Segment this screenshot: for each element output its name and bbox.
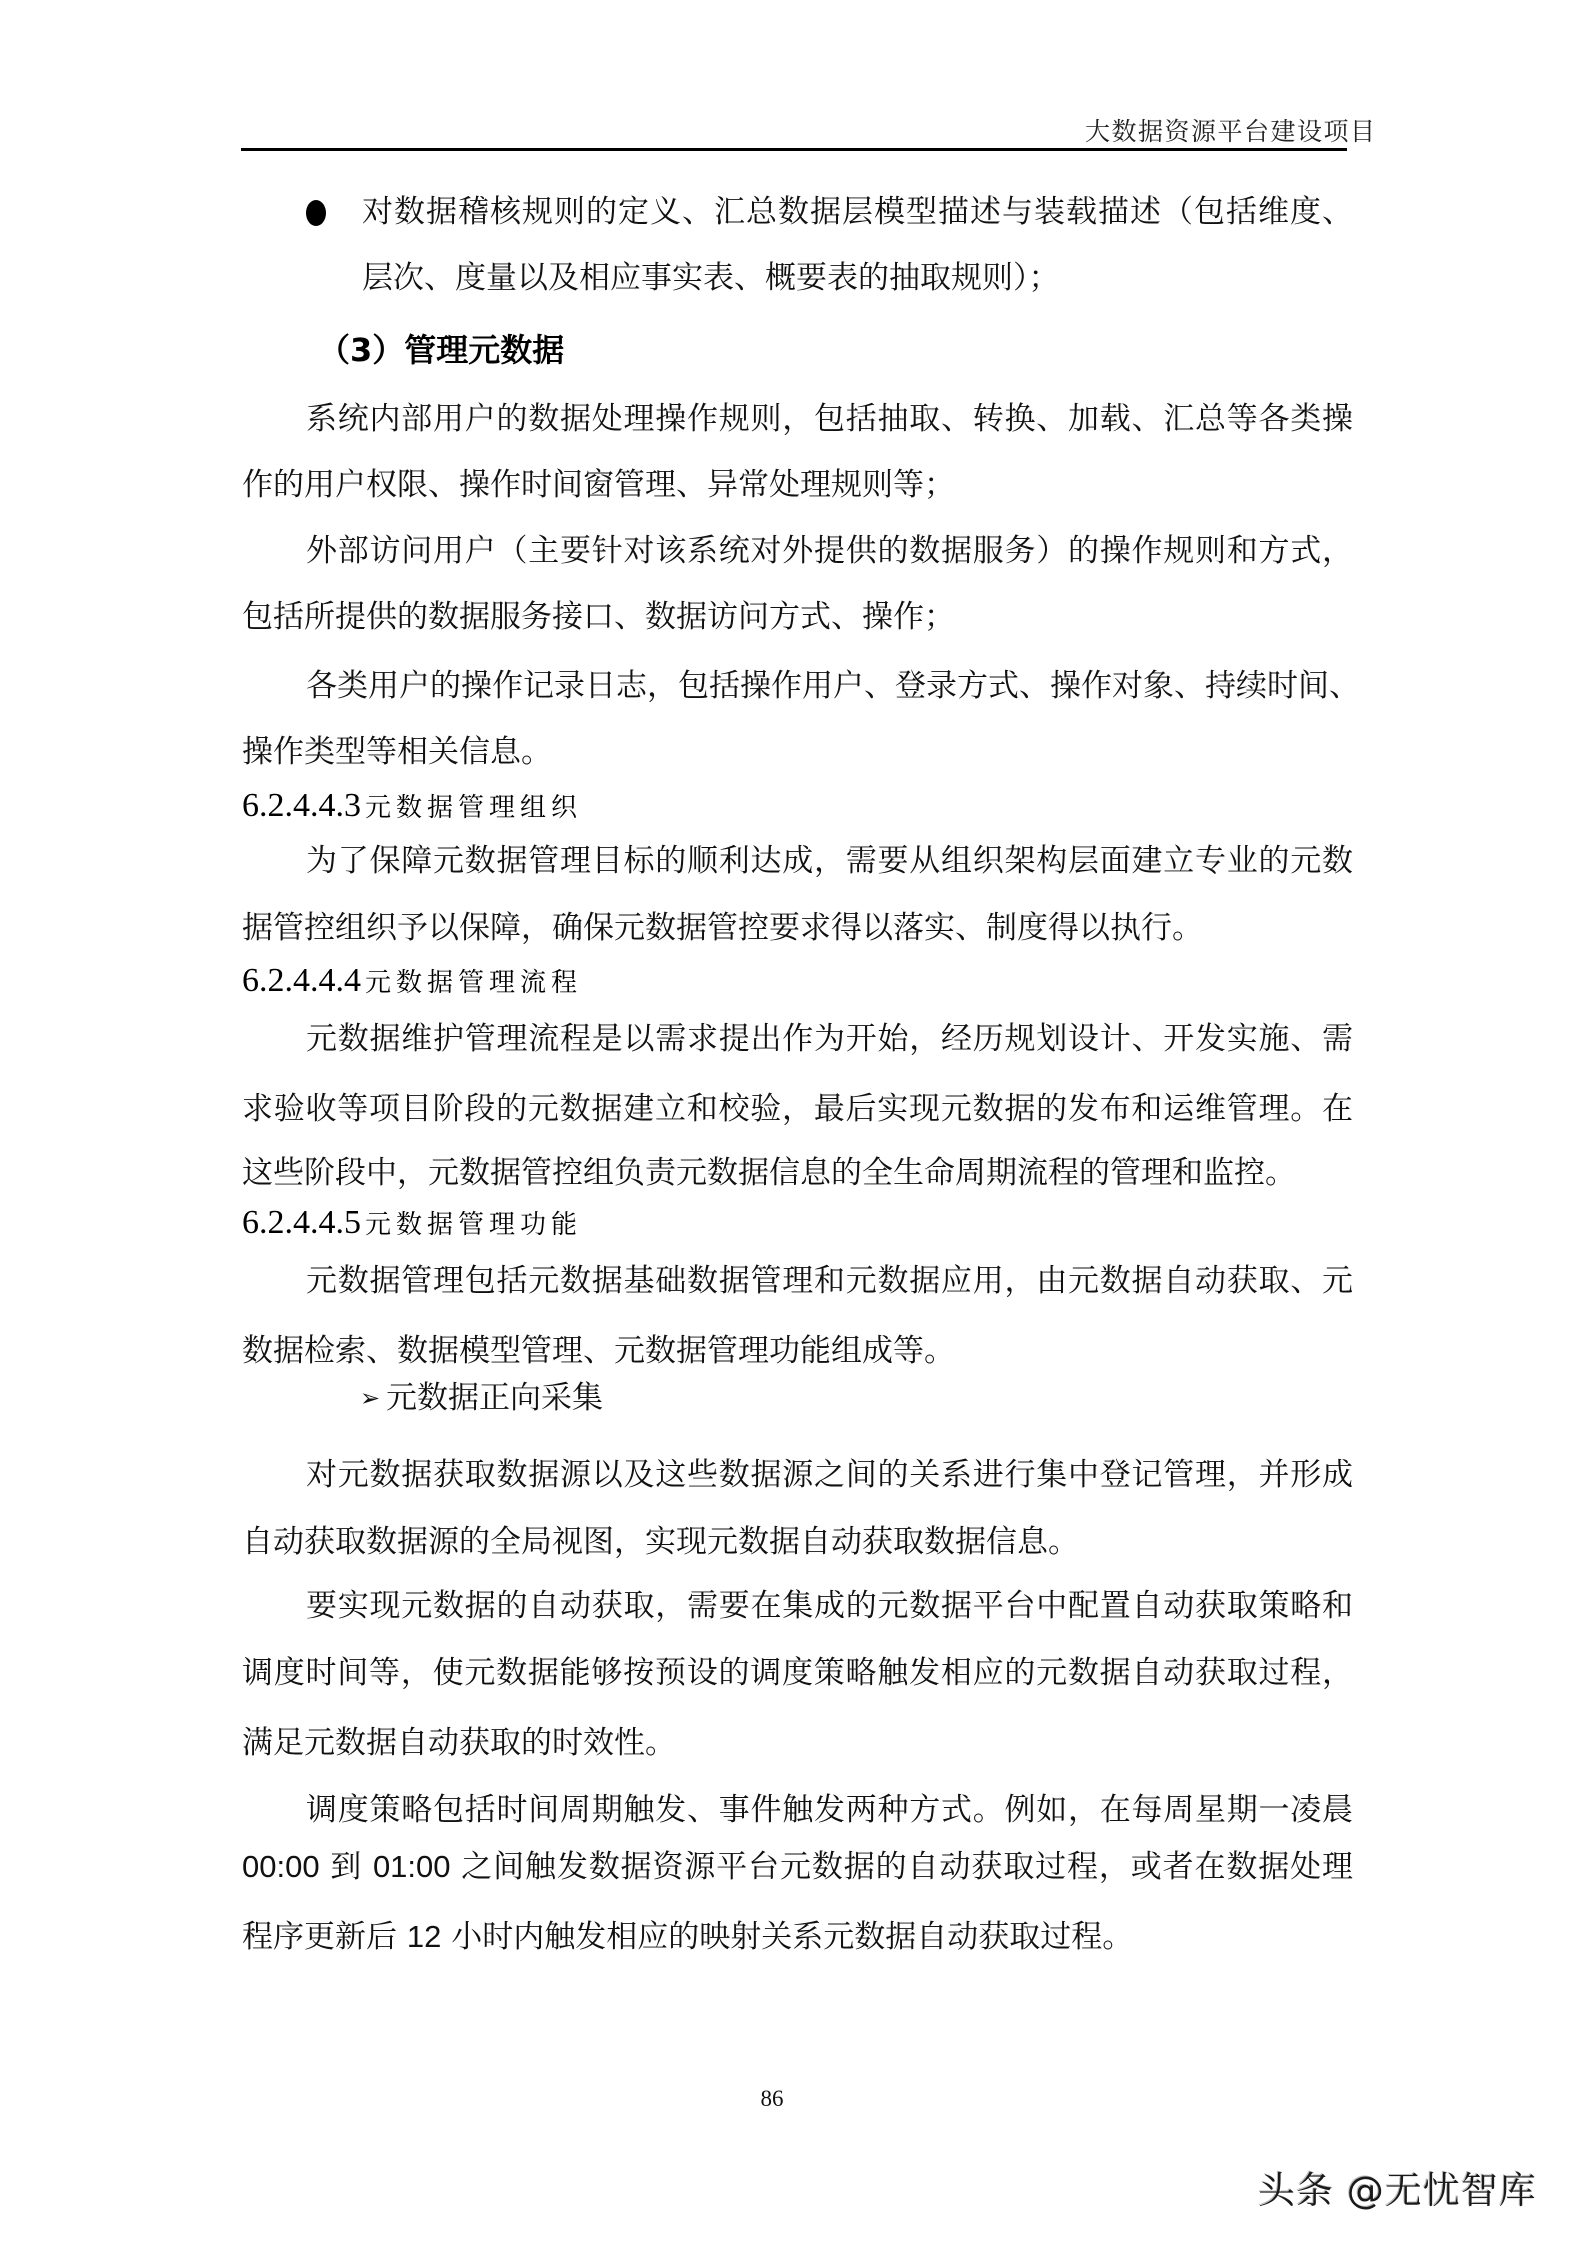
- paragraph-line: 满足元数据自动获取的时效性。: [242, 1725, 676, 1761]
- paragraph-line-with-times: [242, 1845, 1353, 1889]
- running-header-title: 大数据资源平台建设项目: [1085, 117, 1377, 146]
- section-title: 元数据管理流程: [365, 968, 583, 998]
- paragraph-line: 对元数据获取数据源以及这些数据源之间的关系进行集中登记管理，并形成: [306, 1457, 1353, 1493]
- paragraph-line: 调度时间等，使元数据能够按预设的调度策略触发相应的元数据自动获取过程，: [242, 1655, 1353, 1691]
- paragraph-line: 元数据管理包括元数据基础数据管理和元数据应用，由元数据自动获取、元: [306, 1263, 1353, 1299]
- text-fragment: 小时内触发相应的映射关系元数据自动获取过程。: [441, 1919, 1134, 1955]
- paragraph-line: 自动获取数据源的全局视图，实现元数据自动获取数据信息。: [242, 1524, 1079, 1560]
- paragraph-line: 包括所提供的数据服务接口、数据访问方式、操作；: [242, 599, 955, 635]
- paragraph-line: 各类用户的操作记录日志，包括操作用户、登录方式、操作对象、持续时间、: [306, 668, 1360, 704]
- text-fragment: 到: [319, 1849, 373, 1885]
- paragraph-line: 外部访问用户（主要针对该系统对外提供的数据服务）的操作规则和方式，: [306, 533, 1353, 569]
- time-start: 00:00: [242, 1849, 320, 1884]
- section-heading-6-2-4-4-3: [242, 783, 582, 829]
- subsection-heading: （3）管理元数据: [318, 331, 565, 369]
- paragraph-line: 求验收等项目阶段的元数据建立和校验，最后实现元数据的发布和运维管理。在: [242, 1091, 1353, 1127]
- arrow-bullet-icon: ➢: [360, 1384, 381, 1412]
- time-end: 01:00: [372, 1849, 451, 1884]
- paragraph-line: 这些阶段中，元数据管控组负责元数据信息的全生命周期流程的管理和监控。: [242, 1155, 1296, 1191]
- paragraph-line-with-hours: [242, 1915, 1353, 1959]
- section-number: 6.2.4.4.4: [242, 962, 361, 999]
- header-rule: [241, 148, 1347, 151]
- arrow-list-item: [360, 1376, 603, 1420]
- section-title: 元数据管理组织: [365, 793, 583, 823]
- arrow-item-label: 元数据正向采集: [386, 1380, 603, 1416]
- paragraph-line: 操作类型等相关信息。: [242, 734, 552, 770]
- bullet-item-line-2: 层次、度量以及相应事实表、概要表的抽取规则）；: [362, 260, 1060, 296]
- paragraph-line: 元数据维护管理流程是以需求提出作为开始，经历规划设计、开发实施、需: [306, 1021, 1353, 1057]
- paragraph-line: 作的用户权限、操作时间窗管理、异常处理规则等；: [242, 467, 955, 503]
- paragraph-line: 数据检索、数据模型管理、元数据管理功能组成等。: [242, 1333, 955, 1369]
- paragraph-line: 系统内部用户的数据处理操作规则，包括抽取、转换、加载、汇总等各类操: [306, 401, 1353, 437]
- page-number: 86: [760, 2086, 784, 2111]
- hours-value: 12: [406, 1919, 442, 1954]
- section-title: 元数据管理功能: [365, 1210, 583, 1240]
- section-heading-6-2-4-4-5: [242, 1200, 582, 1246]
- bullet-icon: [306, 200, 326, 226]
- watermark: 头条 @无忧智库: [1258, 2169, 1537, 2212]
- paragraph-line: 为了保障元数据管理目标的顺利达成，需要从组织架构层面建立专业的元数: [306, 843, 1353, 879]
- paragraph-line: 要实现元数据的自动获取，需要在集成的元数据平台中配置自动获取策略和: [306, 1588, 1353, 1624]
- section-number: 6.2.4.4.3: [242, 787, 361, 824]
- text-fragment: 程序更新后: [242, 1919, 407, 1955]
- bullet-item-line-1: 对数据稽核规则的定义、汇总数据层模型描述与装载描述（包括维度、: [362, 194, 1353, 230]
- text-fragment: 之间触发数据资源平台元数据的自动获取过程，或者在数据处理: [450, 1849, 1353, 1885]
- paragraph-line: 据管控组织予以保障，确保元数据管控要求得以落实、制度得以执行。: [242, 910, 1203, 946]
- section-heading-6-2-4-4-4: [242, 958, 582, 1004]
- paragraph-line: 调度策略包括时间周期触发、事件触发两种方式。例如，在每周星期一凌晨: [306, 1792, 1353, 1828]
- section-number: 6.2.4.4.5: [242, 1204, 361, 1241]
